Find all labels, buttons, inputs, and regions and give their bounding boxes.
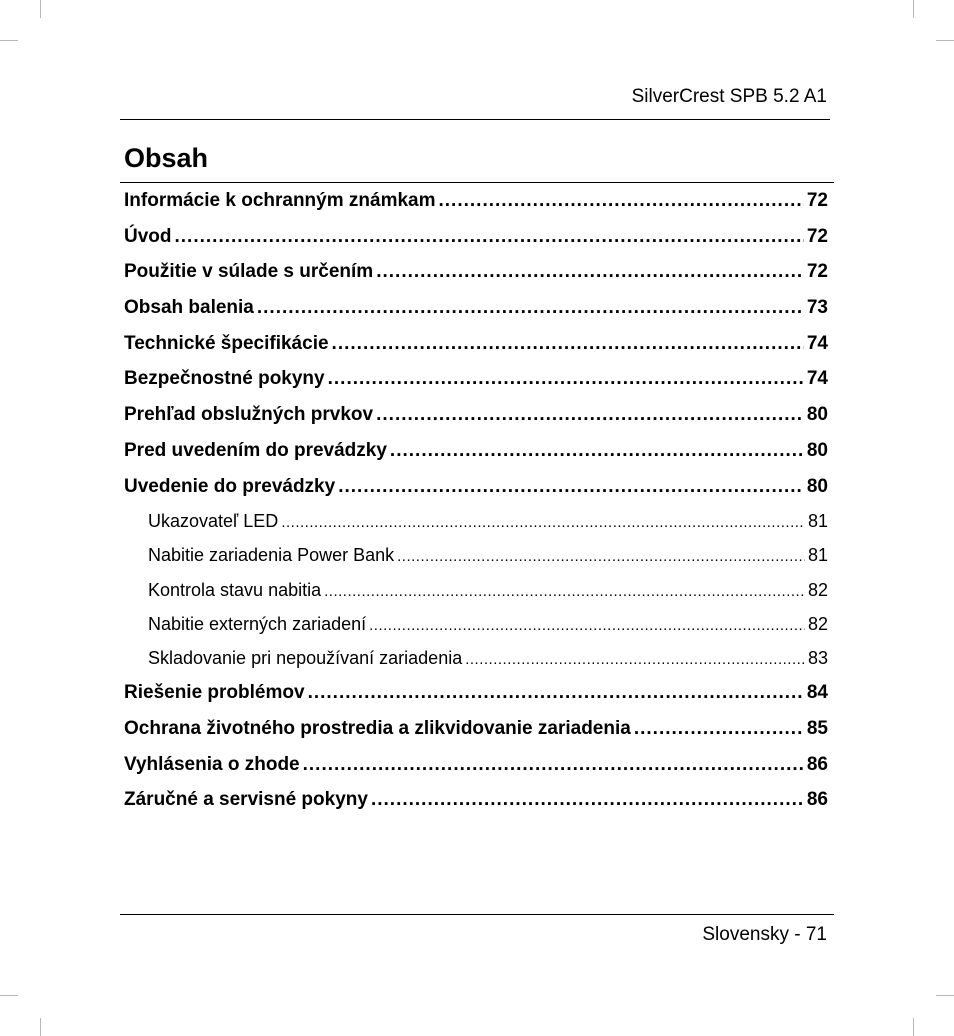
toc-entry[interactable] (124, 254, 828, 290)
toc-dot-leader (390, 433, 804, 469)
crop-mark-top-right-v (913, 0, 914, 18)
toc-entry-label: Obsah balenia (124, 297, 254, 319)
toc-entry-page-number: 84 (806, 682, 828, 704)
toc-entry-page-number: 72 (806, 225, 828, 247)
toc-entry-label: Prehľad obslužných prvkov (124, 404, 374, 426)
toc-dot-leader (338, 469, 804, 505)
toc-entry[interactable] (124, 641, 828, 675)
toc-dot-leader (465, 643, 805, 675)
toc-entry-label: Vyhlásenia o zhode (124, 753, 300, 775)
crop-mark-top-right-h (936, 40, 954, 41)
toc-entry-page-number: 82 (807, 613, 828, 634)
toc-dot-leader (397, 540, 805, 572)
toc-dot-leader (376, 254, 804, 290)
toc-entry-page-number: 86 (806, 753, 828, 775)
toc-entry-label: Technické špecifikácie (124, 332, 329, 354)
toc-entry[interactable] (124, 326, 828, 362)
crop-mark-bottom-right-h (936, 995, 954, 996)
crop-mark-bottom-left-v (40, 1018, 41, 1036)
toc-dot-leader (376, 397, 804, 433)
toc-entry-page-number: 83 (807, 647, 828, 668)
toc-dot-leader (303, 747, 804, 783)
toc-entry-page-number: 74 (806, 368, 828, 390)
toc-entry[interactable] (124, 290, 828, 326)
footer-rule (120, 914, 834, 915)
toc-entry-page-number: 72 (806, 261, 828, 283)
toc-entry[interactable] (124, 782, 828, 818)
toc-dot-leader (308, 675, 804, 711)
toc-dot-leader (332, 326, 804, 362)
toc-entry[interactable] (124, 747, 828, 783)
toc-entry-label: Použitie v súlade s určením (124, 261, 374, 283)
toc-entry-page-number: 80 (806, 404, 828, 426)
toc-entry[interactable] (124, 504, 828, 538)
toc-entry-page-number: 74 (806, 332, 828, 354)
toc-dot-leader (328, 361, 804, 397)
crop-mark-top-left-h (0, 40, 18, 41)
header-product-name: SilverCrest SPB 5.2 A1 (631, 86, 827, 107)
toc-dot-leader (439, 183, 804, 219)
toc-entry[interactable] (124, 711, 828, 747)
toc-entry[interactable] (124, 361, 828, 397)
toc-entry[interactable] (124, 433, 828, 469)
toc-entry-label: Riešenie problémov (124, 682, 305, 704)
toc-entry-label: Nabitie zariadenia Power Bank (148, 545, 395, 566)
toc-entry-label: Uvedenie do prevádzky (124, 475, 336, 497)
toc-dot-leader (369, 609, 805, 641)
toc-entry-page-number: 80 (806, 475, 828, 497)
toc-entry-label: Záručné a servisné pokyny (124, 789, 368, 811)
page-title: Obsah (124, 143, 209, 173)
toc-entry-label: Nabitie externých zariadení (148, 613, 367, 634)
toc-entry-page-number: 73 (806, 297, 828, 319)
toc-dot-leader (257, 290, 804, 326)
toc-entry[interactable] (124, 538, 828, 572)
toc-entry[interactable] (124, 183, 828, 219)
toc-entry-label: Ochrana životného prostredia a zlikvidovanie zariadenia (124, 717, 631, 739)
toc-entry-page-number: 85 (806, 717, 828, 739)
toc-entry[interactable] (124, 573, 828, 607)
toc-entry-label: Bezpečnostné pokyny (124, 368, 325, 390)
toc-entry-page-number: 81 (807, 545, 828, 566)
toc-entry[interactable] (124, 607, 828, 641)
toc-entry-label: Kontrola stavu nabitia (148, 579, 322, 600)
toc-entry-page-number: 82 (807, 579, 828, 600)
toc-dot-leader (324, 575, 805, 607)
toc-entry-page-number: 72 (806, 190, 828, 211)
toc-dot-leader (175, 219, 804, 255)
header-rule (120, 119, 830, 120)
toc-entry-label: Informácie k ochranným známkam (124, 190, 436, 211)
footer-page-label: Slovensky - 71 (702, 924, 827, 945)
crop-mark-bottom-right-v (913, 1018, 914, 1036)
table-of-contents (124, 183, 828, 818)
toc-entry[interactable] (124, 219, 828, 255)
toc-dot-leader (281, 506, 805, 538)
toc-entry-page-number: 81 (807, 511, 828, 532)
crop-mark-bottom-left-h (0, 995, 18, 996)
toc-entry-page-number: 80 (806, 439, 828, 461)
toc-entry-page-number: 86 (806, 789, 828, 811)
toc-entry[interactable] (124, 675, 828, 711)
toc-entry-label: Pred uvedením do prevádzky (124, 439, 387, 461)
toc-entry[interactable] (124, 397, 828, 433)
toc-entry[interactable] (124, 469, 828, 505)
toc-entry-label: Úvod (124, 225, 172, 247)
toc-dot-leader (371, 782, 804, 818)
toc-entry-label: Ukazovateľ LED (148, 511, 279, 532)
crop-mark-top-left-v (40, 0, 41, 18)
toc-dot-leader (634, 711, 804, 747)
toc-entry-label: Skladovanie pri nepoužívaní zariadenia (148, 647, 463, 668)
